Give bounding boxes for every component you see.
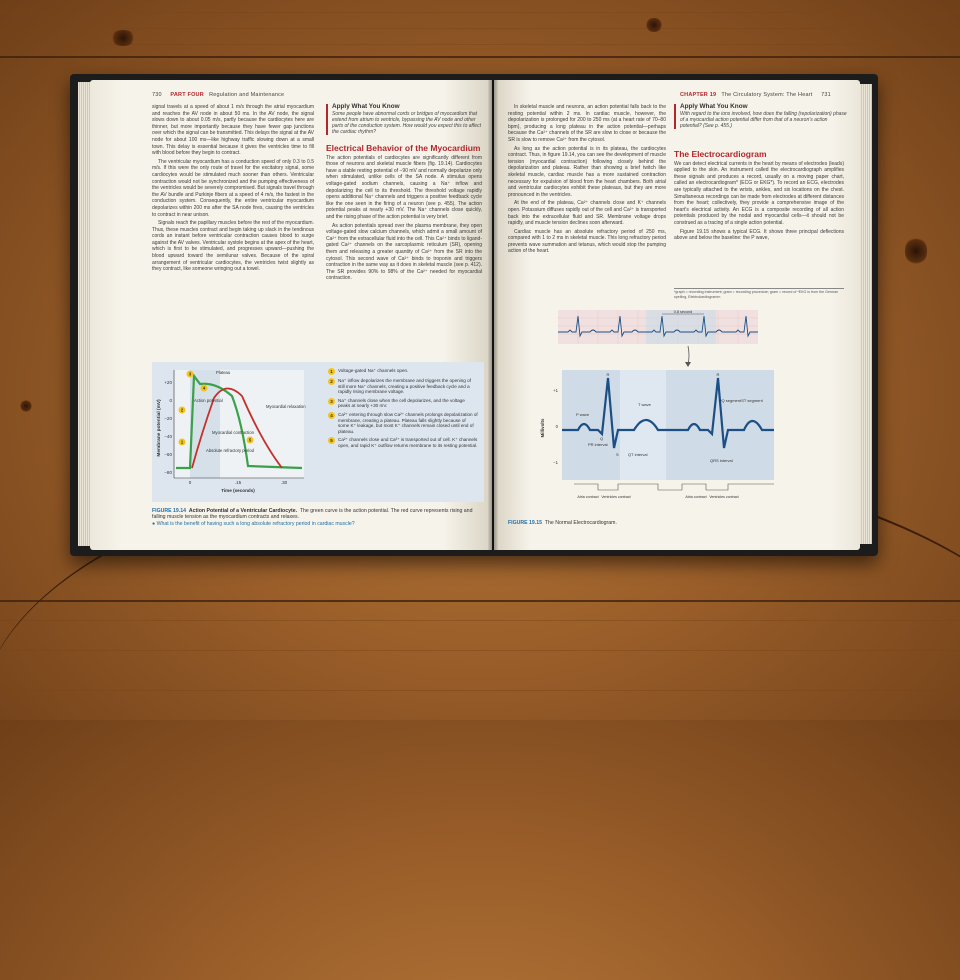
awyk-text: Some people have abnormal cords or bridges of myocardium that extend from atrium to ventricle, bypassing the AV node and other parts of the conduction system. How would you expect this to affect the cardiac rhythm? (332, 111, 481, 135)
qt-band (620, 370, 666, 480)
qrs-interval-label: QRS interval (710, 458, 733, 463)
y-tick-label: −60 (164, 452, 172, 457)
qt-interval-label: QT interval (628, 452, 648, 457)
contraction-timeline (574, 484, 774, 490)
step-number: 3 (328, 398, 335, 405)
x-tick-label: .30 (280, 480, 288, 485)
figure-19-15-caption (508, 520, 808, 526)
paragraph: As action potentials spread over the plasma membrane, they open voltage-gated slow calcium channels, which admit a small amount of Ca²⁺ from the extracellular fluid into the cell. This Ca²⁺ binds to ligand-gated Ca²⁺ channels on the sarcoplasmic reticulum (SR), opening them and releasing a greater quantity of Ca²⁺ from the SR into the cytosol. This second wave of Ca²⁺ binds to troponin and triggers contraction in the same way as it does in skeletal muscle (see p. 412). The SR provides 90% to 98% of the Ca²⁺ needed for myocardial contraction. (326, 222, 482, 282)
step-number: 5 (328, 437, 335, 444)
ventricles-contract-label: Ventricles contract (709, 495, 739, 499)
paragraph: Signals reach the papillary muscles before the rest of the myocardium. Thus, these muscles contract and begin taking up slack in the tendinous cords an instant before ventricular contraction causes blood to surge against the AV valves. Ventricular systole begins at the apex of the heart, which is first to be stimulated, and progresses upward—pushing the blood upward toward the semilunar valves. Because of the spiral arrangement of ventricular cardiocytes, the ventricles twist slightly as they contract, like someone wringing out a towel. (152, 220, 314, 273)
wood-knot (905, 236, 927, 266)
right-page (494, 80, 860, 550)
paragraph: The ventricular myocardium has a conduction speed of only 0.3 to 0.5 m/s. If this were the only route of travel for the excitatory signal, some cardiocytes would be stimulated much sooner than others. Ventricular contraction would not be synchronized and the pumping effectiveness of the ventricles would be severely compromised. But signals travel through the AV bundle and Purkinje fibers at a speed of 4 m/s, the fastest in the conduction system. Consequently, the entire ventricular myocardium depolarizes within 200 ms after the SA node fires, causing the ventricles to contract in near unison. (152, 158, 314, 218)
arrow-head-icon (685, 362, 691, 367)
awyk-text: With regard to the ions involved, how does the falling (repolarization) phase of a myocardial action potential differ from that of a neuron's action potential? (See p. 455.) (680, 111, 847, 129)
atria-contract-label: Atria contract (577, 495, 599, 499)
pr-interval-label: PR interval (588, 442, 608, 447)
left-column-2 (326, 142, 482, 284)
figure-19-15-ecg (538, 306, 778, 512)
interval-label: 0.8 second (673, 310, 693, 314)
footnote-text: *graph = recording instrument; gram = recording procedure; gram = record of *EKG is from the German spelling, Elektrokardiogramm (674, 290, 839, 299)
svg-text:5: 5 (248, 437, 252, 443)
step-text: Ca²⁺ entering through slow Ca²⁺ channels prolongs depolarization of membrane, creating a plateau. Plateau falls slightly because of some K⁺ leakage, but most K⁺ channels remain closed until end of plateau. (338, 411, 478, 434)
x-tick-label: 0 (188, 480, 192, 485)
y-axis-label: Membrane potential (mV) (157, 399, 162, 457)
legend-item (328, 368, 478, 375)
figure-title: Action Potential of a Ventricular Cardiocyte. (188, 508, 298, 514)
step-number: 2 (328, 378, 335, 385)
y-tick-label: −1 (553, 460, 558, 465)
page-edges-right (858, 84, 872, 544)
svg-text:2: 2 (180, 407, 184, 413)
figure-19-14 (152, 362, 484, 502)
y-tick-label: −80 (164, 470, 172, 475)
figure-19-14-caption (152, 508, 486, 527)
page-number: 730 (152, 92, 162, 98)
paragraph: In skeletal muscle and neurons, an action potential falls back to the resting potential within 2 ms. In cardiac muscle, however, the depolarization is prolonged for 200 to 250 ms (at a heart rate of 70–80 bpm), producing a long plateau in the action potential—perhaps because the Ca²⁺ channels of the SR are slow to close or because the SR is slow to remove Ca²⁺ from the cytosol. (508, 104, 666, 143)
y-tick-label: −20 (164, 416, 172, 421)
step-number: 1 (328, 368, 335, 375)
left-running-head (152, 92, 284, 98)
figure-question: ● What is the benefit of having such a long absolute refractory period in cardiac muscle? (152, 520, 355, 527)
awyk-title: Apply What You Know (332, 103, 400, 110)
paragraph: Cardiac muscle has an absolute refractory period of 250 ms, compared with 1 to 2 ms in skeletal muscle. This long refractory period prevents wave summation and tetanus, which would stop the pumping action of the heart. (508, 228, 666, 255)
plank-seam (0, 600, 960, 602)
y-axis-label: Millivolts (540, 418, 545, 438)
r-label: R (716, 372, 720, 377)
left-page (90, 80, 492, 550)
x-tick-label: .15 (234, 480, 242, 485)
step-text: Na⁺ inflow depolarizes the membrane and triggers the opening of still more Na⁺ channels, creating a positive feedback cycle and a rapidly rising membrane voltage. (338, 378, 471, 395)
y-tick-label: +1 (553, 388, 558, 393)
ecg-enlarged-panel (562, 370, 774, 480)
step-text: Na⁺ channels close when the cell depolarizes, and the voltage peaks at nearly +30 mV. (338, 397, 465, 409)
legend-item (328, 398, 478, 409)
figure-caption-text: The green curve is the action potential. The red curve represents rising and falling muscle tension as the myocardium contracts and relaxes. (152, 508, 473, 521)
pq-segment-label: PQ segment (718, 398, 742, 403)
left-column-1 (152, 104, 314, 275)
contraction-label: Myocardial contraction (212, 430, 254, 435)
st-segment-label: ST segment (741, 398, 763, 403)
section-title: The Electrocardiogram (674, 149, 767, 159)
s-label: S (616, 452, 619, 457)
apply-what-you-know-box (674, 104, 850, 129)
part-title: Regulation and Maintenance (209, 92, 285, 98)
figure-legend (328, 368, 478, 452)
figure-label: FIGURE 19.14 (152, 508, 187, 514)
ventricles-contract-label: Ventricles contract (601, 495, 631, 499)
y-tick-label: 0 (169, 398, 172, 403)
wood-knot (20, 400, 32, 412)
action-potential-label: Action potential (194, 398, 223, 403)
right-column-2 (674, 148, 844, 244)
step-number: 4 (328, 412, 335, 419)
page-number: 731 (821, 92, 831, 98)
legend-item (328, 437, 478, 448)
paragraph: As long as the action potential is in its plateau, the cardiocytes contract. Thus, in figure 19.14, you can see the development of muscle tension (myocardial contraction) following closely behind the depolarization and plateau. Rather than showing a brief twitch like skeletal muscle, cardiac muscle has a more sustained contraction necessary for expulsion of blood from the heart chambers. Both atrial and ventricular cardiocytes exhibit these plateaus, but they are more pronounced in the ventricles. (508, 145, 666, 198)
step-text: Voltage-gated Na⁺ channels open. (338, 368, 409, 373)
r-label: R (606, 372, 610, 377)
action-potential-chart (152, 362, 312, 502)
step-text: Ca²⁺ channels close and Ca²⁺ is transported out of cell. K⁺ channels open, and rapid K⁺ outflow returns membrane to its resting potential. (338, 437, 478, 448)
part-label: PART FOUR (170, 92, 204, 98)
plateau-label: Plateau (216, 370, 231, 375)
q-label: Q (600, 436, 604, 441)
svg-text:4: 4 (202, 385, 206, 391)
section-title: Electrical Behavior of the Myocardium (326, 143, 481, 153)
paragraph: signal travels at a speed of about 1 m/s through the atrial myocardium and reaches the AV node in about 50 ms. In the AV node, the signal slows down to about 0.05 m/s, partly because the cardiocytes here are thinner, but more importantly because they have fewer gap junctions over which the signal can be transmitted. This delays the signal at the AV node for about 100 ms—like highway traffic slowing down at a small town. This delay is essential because it gives the ventricles time to fill with blood before they begin to contract. (152, 104, 314, 157)
paragraph: We can detect electrical currents in the heart by means of electrodes (leads) applied to the skin. An instrument called the electrocardiograph amplifies these signals and produces a record, usually on a moving paper chart, called an electrocardiogram* (ECG or EKG*). To record an ECG, electrodes are typically attached to the wrists, ankles, and six locations on the chest. Simultaneous recordings can be made from electrodes at different distances from the heart; collectively, they provide a comprehensive image of the heart's electrical activity. An ECG is a composite recording of all action potentials produced by the nodal and myocardial cells—it should not be construed as a tracing of a single action potential. (674, 160, 844, 226)
footnote (674, 288, 844, 299)
p-wave-label: P wave (576, 412, 590, 417)
wood-knot (110, 30, 136, 46)
svg-text:1: 1 (180, 439, 184, 445)
paragraph: Figure 19.15 shows a typical ECG. It shows three principal deflections above and below the baseline: the P wave, (674, 228, 844, 242)
chapter-label: CHAPTER 19 (680, 92, 717, 98)
t-wave-label: T wave (638, 402, 651, 407)
zoom-arrow (688, 346, 689, 364)
legend-item (328, 412, 478, 434)
legend-item (328, 378, 478, 395)
figure-label: FIGURE 19.15 (508, 520, 543, 526)
plank-seam (0, 56, 960, 58)
right-running-head (680, 92, 831, 98)
chapter-title: The Circulatory System: The Heart (721, 92, 813, 98)
y-tick-label: 0 (555, 424, 558, 429)
wood-knot (645, 18, 663, 32)
paragraph: The action potentials of cardiocytes are significantly different from those of neurons and skeletal muscle fibers (fig. 19.14). Cardiocytes have a stable resting potential of −90 mV and normally depolarize only when stimulated, unlike cells of the SA node. A stimulus opens voltage-gated sodium channels, causing a Na⁺ inflow and depolarizing the cell to its threshold. The threshold voltage rapidly opens additional Na⁺ channels and triggers a positive feedback cycle like the one seen in the firing of a neuron (see p. 455). The action potential peaks at nearly +30 mV. The Na⁺ channels close quickly, and the rising phase of the action potential is very brief. (326, 154, 482, 220)
figure-title: The Normal Electrocardiogram. (544, 520, 617, 526)
paragraph: At the end of the plateau, Ca²⁺ channels close and K⁺ channels open. Potassium diffuses rapidly out of the cell and Ca²⁺ is transported back into the extracellular fluid and SR. Membrane voltage drops rapidly, and muscle tension declines soon afterward. (508, 200, 666, 227)
refractory-label: Absolute refractory period (206, 448, 254, 453)
y-tick-label: −40 (164, 434, 172, 439)
apply-what-you-know-box (326, 104, 482, 135)
awyk-title: Apply What You Know (680, 103, 748, 110)
svg-text:3: 3 (188, 371, 192, 377)
relaxation-label: Myocardial relaxation (266, 404, 306, 409)
atria-contract-label: Atria contract (685, 495, 707, 499)
y-tick-label: +20 (164, 380, 172, 385)
x-axis-label: Time (seconds) (221, 488, 255, 493)
right-column-1 (508, 104, 666, 257)
book-gutter (488, 80, 498, 550)
